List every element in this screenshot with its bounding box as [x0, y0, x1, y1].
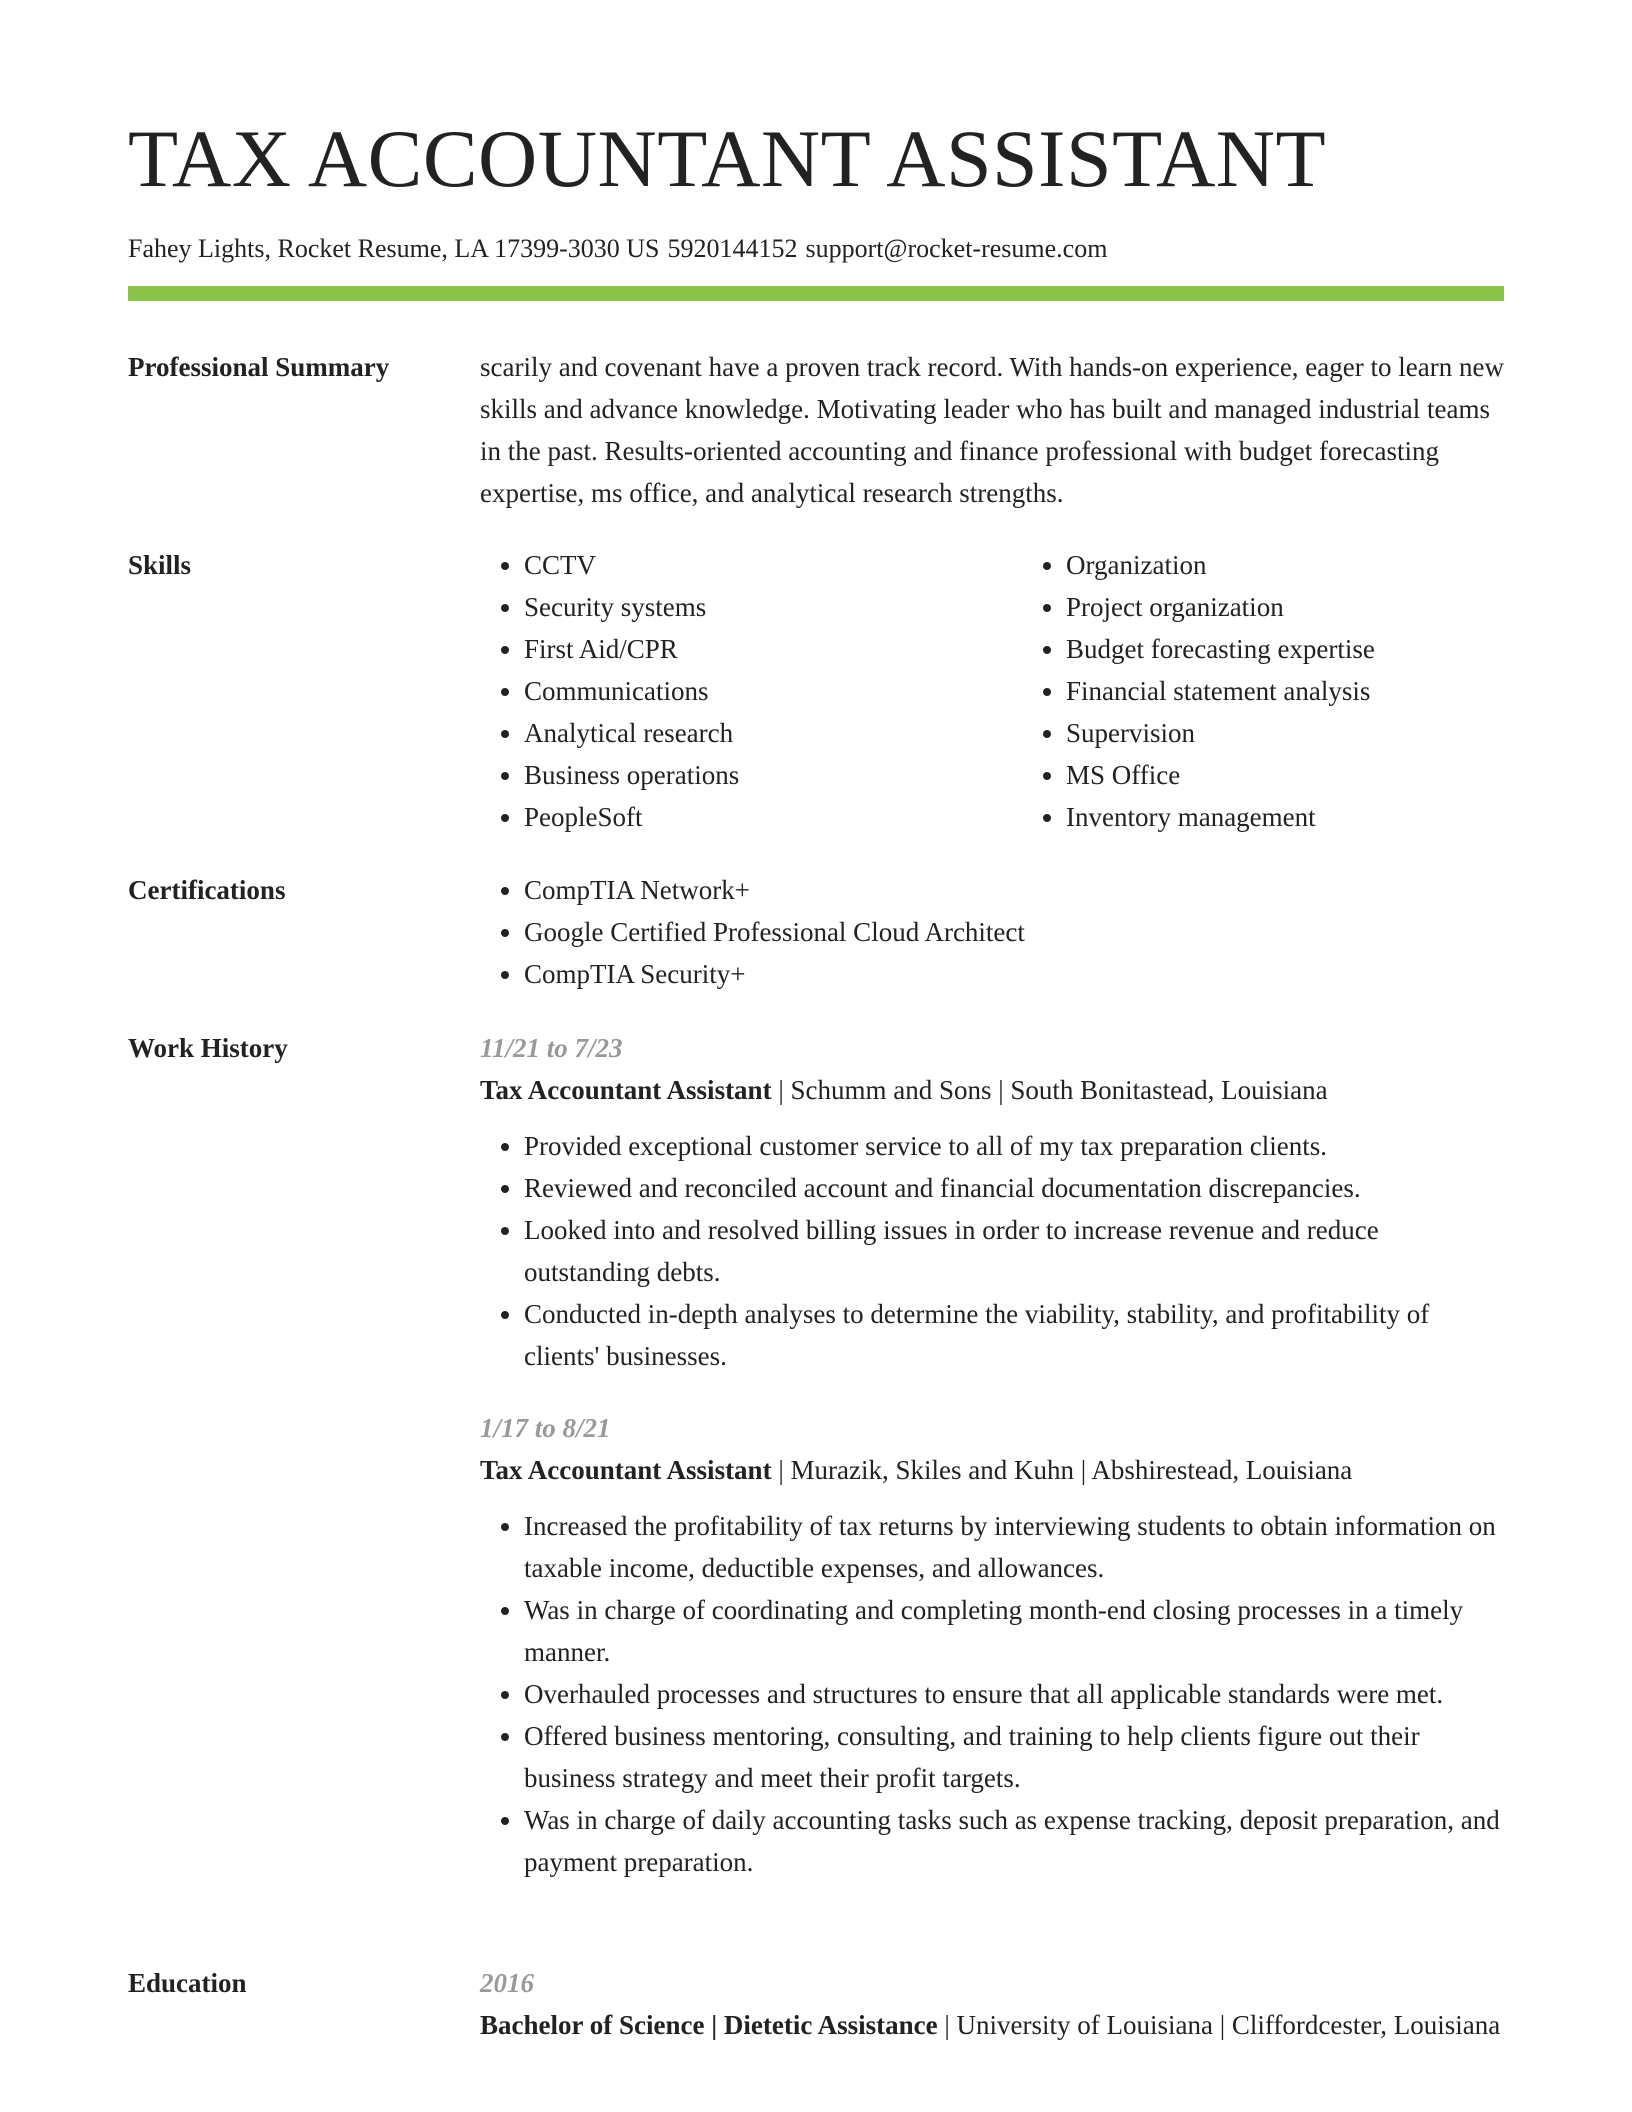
job-bullet: • Overhauled processes and structures to ensure that all applicable standards were met. — [524, 1673, 1504, 1715]
skill-item: • Business operations — [524, 754, 962, 796]
job-bullets — [480, 1505, 1504, 1883]
contact-address: Fahey Lights, Rocket Resume, LA 17399-3030 US — [128, 234, 660, 263]
certification-item: • CompTIA Network+ — [524, 869, 1504, 911]
certifications-list — [480, 869, 1504, 995]
job-details: | Schumm and Sons | South Bonitastead, Louisiana — [771, 1075, 1328, 1105]
skill-item: • Inventory management — [1066, 796, 1504, 838]
contact-line — [128, 232, 1115, 266]
job-bullet: • Was in charge of coordinating and completing month-end closing processes in a timely manner. — [524, 1589, 1504, 1673]
job-bullet: • Reviewed and reconciled account and financial documentation discrepancies. — [524, 1167, 1504, 1209]
job-bullet: • Looked into and resolved billing issues in order to increase revenue and reduce outstanding debts. — [524, 1209, 1504, 1293]
skill-item: • Communications — [524, 670, 962, 712]
education-heading: Education — [128, 1968, 247, 1998]
job-title-line — [480, 1449, 1504, 1491]
job-title-line — [480, 1069, 1504, 1111]
skill-item: • Project organization — [1066, 586, 1504, 628]
contact-email: support@rocket-resume.com — [805, 234, 1108, 263]
education-details: | University of Louisiana | Cliffordcester, Louisiana — [937, 2010, 1501, 2040]
summary-text: scarily and covenant have a proven track record. With hands-on experience, eager to learn new skills and advance knowledge. Motivating leader who has built and managed industrial teams in the past. Results-oriented accounting and finance professional with budget forecasting expertise, ms office, and analytical research strengths. — [480, 352, 1504, 508]
resume-name: TAX ACCOUNTANT ASSISTANT — [128, 113, 1327, 204]
job-entry — [480, 1407, 1504, 1883]
skill-item: • PeopleSoft — [524, 796, 962, 838]
skill-item: • Security systems — [524, 586, 962, 628]
job-bullet: • Provided exceptional customer service to all of my tax preparation clients. — [524, 1125, 1504, 1167]
skill-item: • Organization — [1066, 544, 1504, 586]
job-dates: 1/17 to 8/21 — [480, 1413, 611, 1443]
job-bullet: • Offered business mentoring, consulting, and training to help clients figure out their business strategy and meet their profit targets. — [524, 1715, 1504, 1799]
job-bullet: • Conducted in-depth analyses to determine the viability, stability, and profitability of clients' businesses. — [524, 1293, 1504, 1377]
job-entry — [480, 1027, 1504, 1377]
job-dates: 11/21 to 7/23 — [480, 1033, 623, 1063]
job-details: | Murazik, Skiles and Kuhn | Abshirestead, Louisiana — [771, 1455, 1353, 1485]
job-role: Tax Accountant Assistant — [480, 1455, 772, 1485]
certification-item: • Google Certified Professional Cloud Architect — [524, 911, 1504, 953]
work-history-heading: Work History — [128, 1033, 288, 1063]
job-bullet: • Increased the profitability of tax returns by interviewing students to obtain information on taxable income, deductible expenses, and allowances. — [524, 1505, 1504, 1589]
job-bullets — [480, 1125, 1504, 1377]
education-degree: Bachelor of Science | Dietetic Assistance — [480, 2010, 938, 2040]
job-role: Tax Accountant Assistant — [480, 1075, 772, 1105]
education-year: 2016 — [480, 1968, 534, 1998]
skill-item: • Analytical research — [524, 712, 962, 754]
skill-item: • Financial statement analysis — [1066, 670, 1504, 712]
skills-list-right — [1022, 544, 1504, 838]
skill-item: • Budget forecasting expertise — [1066, 628, 1504, 670]
contact-phone: 5920144152 — [667, 234, 798, 263]
skills-heading: Skills — [128, 550, 192, 580]
skill-item: • Supervision — [1066, 712, 1504, 754]
certification-item: • CompTIA Security+ — [524, 953, 1504, 995]
summary-heading: Professional Summary — [128, 352, 390, 382]
header-divider — [128, 286, 1504, 301]
job-bullet: • Was in charge of daily accounting tasks such as expense tracking, deposit preparation, and payment preparation. — [524, 1799, 1504, 1883]
skill-item: • CCTV — [524, 544, 962, 586]
certifications-heading: Certifications — [128, 875, 286, 905]
education-line — [480, 2004, 1504, 2046]
skill-item: • MS Office — [1066, 754, 1504, 796]
skill-item: • First Aid/CPR — [524, 628, 962, 670]
skills-list-left — [480, 544, 962, 838]
